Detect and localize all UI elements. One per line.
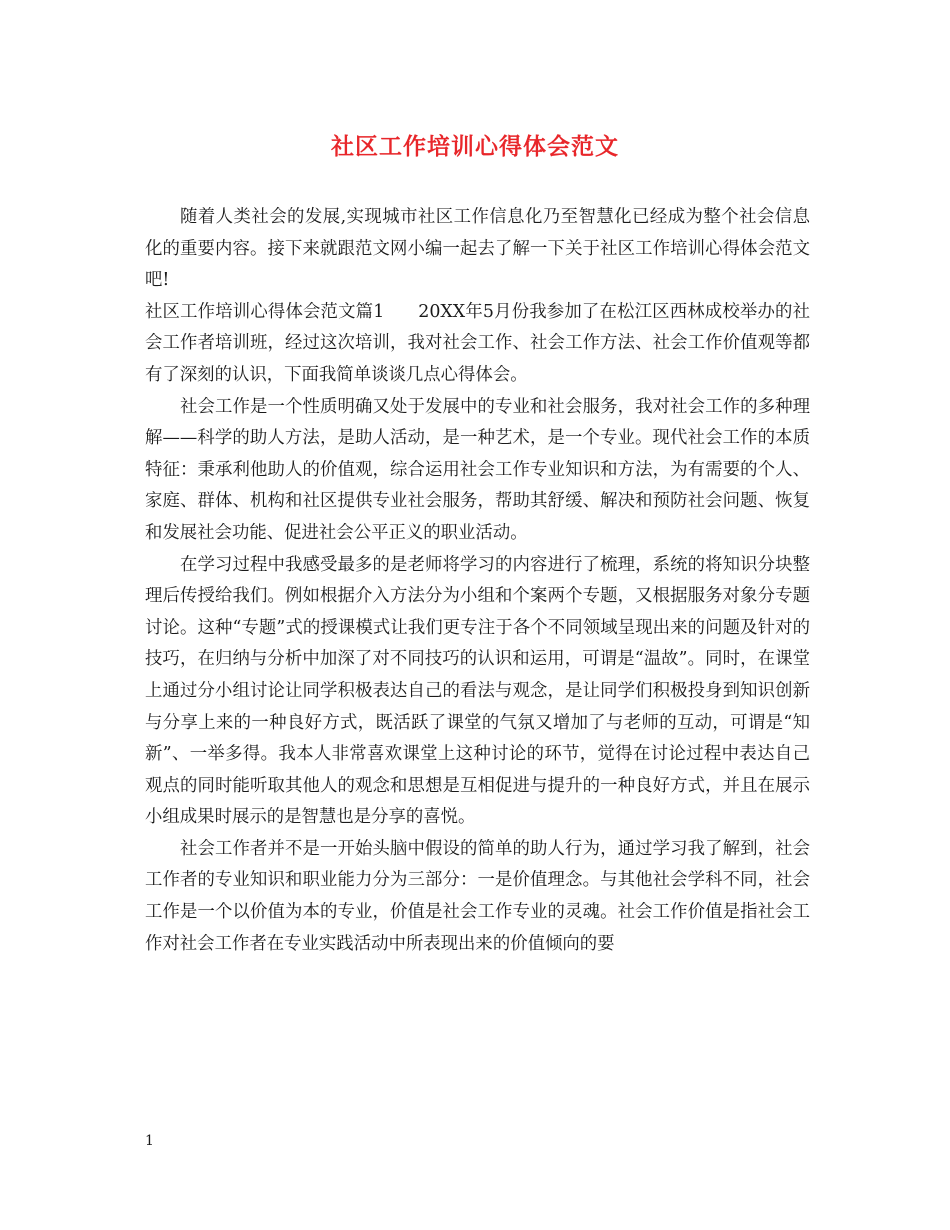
intro-paragraph: 随着人类社会的发展,实现城市社区工作信息化乃至智慧化已经成为整个社会信息化的重要内容。接下来就跟范文网小编一起去了解一下关于社区工作培训心得体会范文吧!: [145, 207, 810, 291]
document-title: 社区工作培训心得体会范文: [331, 133, 619, 160]
body-paragraph-2: 在学习过程中我感受最多的是老师将学习的内容进行了梳理，系统的将知识分块整理后传授给我们。例如根据介入方法分为小组和个案两个专题，又根据服务对象分专题讨论。这种“专题”式的授课模式让我们更专注于各个不同领域呈现出来的问题及针对的技巧，在归纳与分析中加深了对不同技巧的认识和运用，可谓是“温故”。同时，在课堂上通过分小组讨论让同学积极表达自己的看法与观念，是让同学们积极投身到知识创新与分享上来的一种良好方式，既活跃了课堂的气氛又增加了与老师的互动，可谓是“知新”、一举多得。我本人非常喜欢课堂上这种讨论的环节，觉得在讨论过程中表达自己观点的同时能听取其他人的观念和思想是互相促进与提升的一种良好方式，并且在展示小组成果时展示的是智慧也是分享的喜悦。: [145, 554, 810, 828]
article-first-text: 20XX年5月份我参加了在松江区西林成校举办的社会工作者培训班，经过这次培训，我对社会工作、社会工作方法、社会工作价值观等都有了深刻的认识，下面我简单谈谈几点心得体会。: [145, 301, 810, 385]
document-body: [145, 202, 810, 960]
body-paragraph-3: 社会工作者并不是一开始头脑中假设的简单的助人行为，通过学习我了解到，社会工作者的专业知识和职业能力分为三部分：一是价值理念。与其他社会学科不同，社会工作是一个以价值为本的专业，价值是社会工作专业的灵魂。社会工作价值是指社会工作对社会工作者在专业实践活动中所表现出来的价值倾向的要: [145, 838, 810, 954]
body-paragraph-1: 社会工作是一个性质明确又处于发展中的专业和社会服务，我对社会工作的多种理解——科学的助人方法，是助人活动，是一种艺术，是一个专业。现代社会工作的本质特征：秉承利他助人的价值观，综合运用社会工作专业知识和方法，为有需要的个人、家庭、群体、机构和社区提供专业社会服务，帮助其舒缓、解决和预防社会问题、恢复和发展社会功能、促进社会公平正义的职业活动。: [145, 396, 810, 543]
article-heading: 社区工作培训心得体会范文篇1: [145, 301, 385, 322]
article-first-paragraph: [145, 297, 810, 392]
page-number: 1: [145, 1133, 154, 1149]
